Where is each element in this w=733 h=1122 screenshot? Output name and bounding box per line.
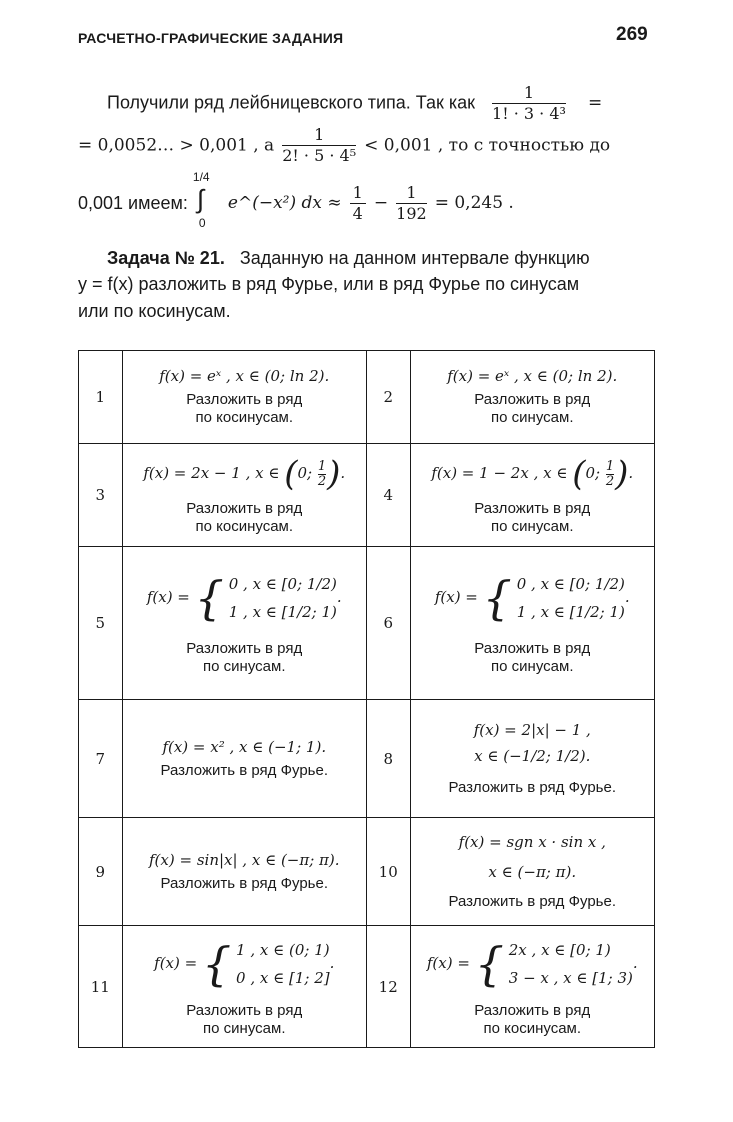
variant-cell: f(x) = { 1 , x ∈ (0; 1) 0 , x ∈ [1; 2] . Разложить в ряд по синусам. xyxy=(122,926,366,1048)
variant-number: 11 xyxy=(79,926,123,1048)
running-header: РАСЧЕТНО-ГРАФИЧЕСКИЕ ЗАДАНИЯ xyxy=(78,30,344,46)
intro-line-2: = 0,0052… > 0,001 , а $\frac{1}{\text{2! · 5 · 4⁵}}$ < 0,001 , то с точностью до xyxy=(78,125,611,165)
variant-cell: f(x) = eˣ , x ∈ (0; ln 2). Разложить в ряд по синусам. xyxy=(410,351,654,444)
variant-cell: f(x) = 2|x| − 1 , x ∈ (−1/2; 1/2). Разложить в ряд Фурье. xyxy=(410,700,654,818)
variant-number: 9 xyxy=(79,818,123,926)
variant-cell: f(x) = { 0 , x ∈ [0; 1/2) 1 , x ∈ [1/2; 1) . Разложить в ряд по синусам. xyxy=(122,547,366,700)
variant-cell: f(x) = x² , x ∈ (−1; 1). Разложить в ряд Фурье. xyxy=(122,700,366,818)
variant-cell: f(x) = 2x − 1 , x ∈ (0; $\frac{1}{2}$ ). Разложить в ряд по косинусам. xyxy=(122,444,366,547)
fraction-1-4: $\frac{1}{4}$ xyxy=(350,183,366,224)
variant-number: 12 xyxy=(366,926,410,1048)
table-row xyxy=(79,547,655,700)
variant-number: 2 xyxy=(366,351,410,444)
page-number: 269 xyxy=(616,24,648,45)
variant-cell: f(x) = sgn x · sin x , x ∈ (−π; π). Разложить в ряд Фурье. xyxy=(410,818,654,926)
variants-table xyxy=(78,350,655,1048)
intro-line-3: 0,001 имеем: 1/4 ∫ 0 e^(−x²) dx ≈ $\frac{1}{4}$ − $\frac{1}{192}$ = 0,245 . xyxy=(78,170,514,230)
fraction-1-192: $\frac{1}{192}$ xyxy=(396,182,427,223)
variant-cell: f(x) = { 2x , x ∈ [0; 1) 3 − x , x ∈ [1; 3) . Разложить в ряд по косинусам. xyxy=(410,926,654,1048)
task-line-3: или по косинусам. xyxy=(78,301,231,321)
variant-number: 7 xyxy=(79,700,123,818)
variant-number: 6 xyxy=(366,547,410,700)
variant-number: 10 xyxy=(366,818,410,926)
table-row xyxy=(79,700,655,818)
task-line-2: y = f(x) разложить в ряд Фурье, или в ряд Фурье по синусам xyxy=(78,274,580,294)
table-row xyxy=(79,351,655,444)
fraction-1-over-1-3-4-3: $\frac{1}{\text{1! · 3 · 4³}}$ xyxy=(492,83,566,123)
variant-number: 5 xyxy=(79,547,123,700)
variant-number: 3 xyxy=(79,444,123,547)
task-heading-line: Задача № 21. Заданную на данном интервале функцию xyxy=(107,248,590,268)
variant-cell: f(x) = { 0 , x ∈ [0; 1/2) 1 , x ∈ [1/2; 1) . Разложить в ряд по синусам. xyxy=(410,547,654,700)
table-row xyxy=(79,926,655,1048)
table-row xyxy=(79,818,655,926)
variant-cell: f(x) = 1 − 2x , x ∈ (0; $\frac{1}{2}$ ). Разложить в ряд по синусам. xyxy=(410,444,654,547)
table-row xyxy=(79,444,655,547)
variant-number: 8 xyxy=(366,700,410,818)
intro-line-1: Получили ряд лейбницевского типа. Так как $\frac{1}{\text{1! · 3 · 4³}}$ = xyxy=(107,83,603,123)
variant-cell: f(x) = eˣ , x ∈ (0; ln 2). Разложить в ряд по косинусам. xyxy=(122,351,366,444)
variant-number: 4 xyxy=(366,444,410,547)
integral-expression: 1/4 ∫ 0 xyxy=(192,170,210,230)
fraction-1-over-2-5-4-5: $\frac{1}{\text{2! · 5 · 4⁵}}$ xyxy=(282,125,357,165)
variant-cell: f(x) = sin|x| , x ∈ (−π; π). Разложить в ряд Фурье. xyxy=(122,818,366,926)
variant-number: 1 xyxy=(79,351,123,444)
